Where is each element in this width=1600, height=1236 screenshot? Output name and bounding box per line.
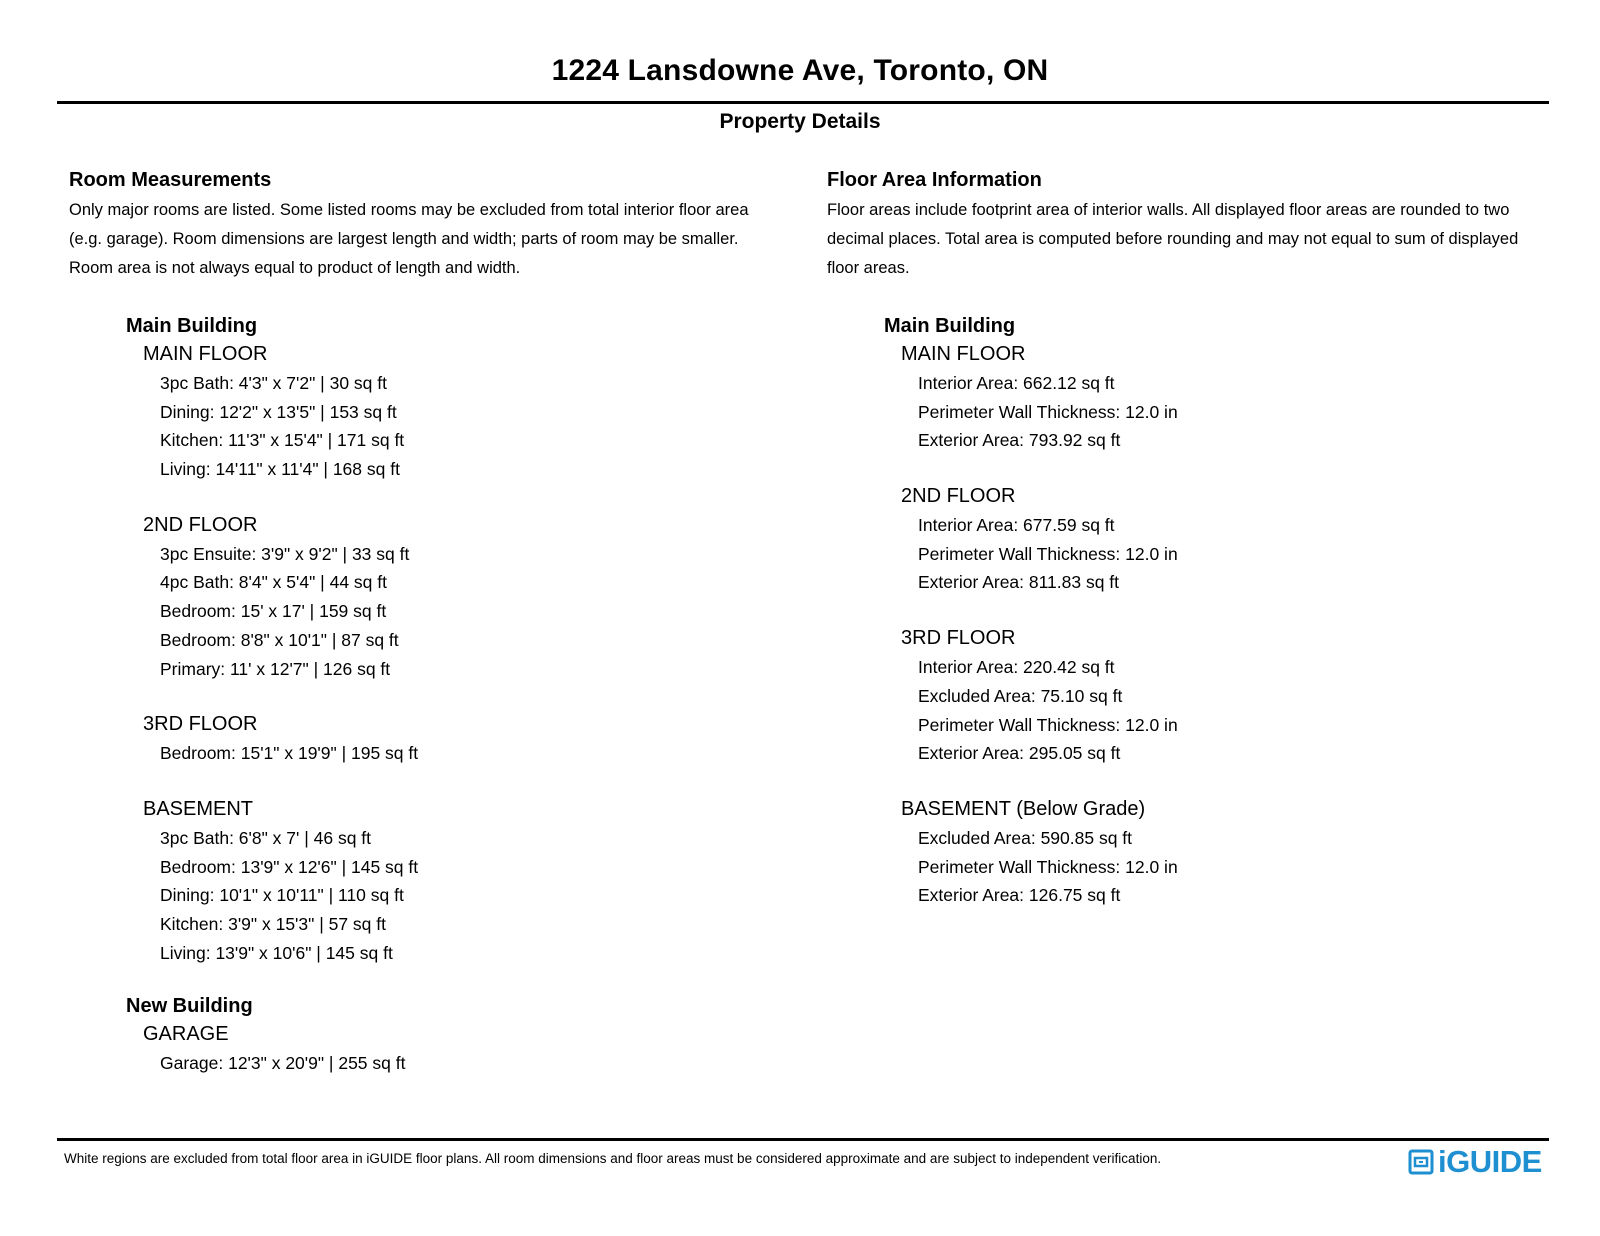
list-item: 4pc Bath: 8'4" x 5'4" | 44 sq ft [160,572,387,593]
floor-group [884,340,1567,455]
floor-group [884,482,1567,597]
floor-name: 2ND FLOOR [901,485,1016,508]
iguide-logo-icon [1408,1149,1434,1175]
building-name: Main Building [884,315,1016,337]
title-divider [57,101,1549,104]
list-item: Bedroom: 15'1" x 19'9" | 195 sq ft [160,743,419,764]
page-subtitle: Property Details [719,110,881,133]
list-item: Excluded Area: 590.85 sq ft [918,827,1133,848]
list-item: Kitchen: 3'9" x 15'3" | 57 sq ft [160,913,387,934]
floor-group [884,624,1567,768]
floor-group [884,795,1567,910]
list-item: Dining: 12'2" x 13'5" | 153 sq ft [160,401,397,422]
list-item: 3pc Bath: 6'8" x 7' | 46 sq ft [160,827,372,848]
building-group [126,992,789,1078]
floor-name: BASEMENT [143,797,254,820]
list-item: Bedroom: 13'9" x 12'6" | 145 sq ft [160,856,419,877]
list-item: Perimeter Wall Thickness: 12.0 in [918,401,1178,422]
building-name: New Building [126,995,253,1018]
floor-group [126,340,789,484]
list-item: Excluded Area: 75.10 sq ft [918,685,1123,706]
building-group [126,312,789,967]
list-item: Exterior Area: 295.05 sq ft [918,743,1121,764]
page-title: 1224 Lansdowne Ave, Toronto, ON [551,54,1049,87]
list-item: Dining: 10'1" x 10'11" | 110 sq ft [160,885,404,906]
list-item: Interior Area: 220.42 sq ft [918,657,1115,678]
floor-name: 3RD FLOOR [901,627,1016,650]
list-item: Exterior Area: 793.92 sq ft [918,430,1121,451]
floor-area-buildings-list [827,312,1567,910]
list-item: Kitchen: 11'3" x 15'4" | 171 sq ft [160,430,405,451]
floor-area-section [827,166,1567,935]
list-item: Perimeter Wall Thickness: 12.0 in [918,543,1178,564]
list-item: Living: 13'9" x 10'6" | 145 sq ft [160,942,393,963]
footer-divider [57,1138,1549,1141]
iguide-logo [1408,1146,1542,1178]
description-line: decimal places. Total area is computed before rounding and may not equal to sum of displayed [827,230,1519,248]
floor-name: MAIN FLOOR [901,343,1026,365]
list-item: Garage: 12'3" x 20'9" | 255 sq ft [160,1053,406,1074]
floor-area-description [827,196,1567,283]
room-buildings-list [69,312,789,1078]
floor-group [126,710,789,768]
building-group [884,312,1567,910]
list-item: Perimeter Wall Thickness: 12.0 in [918,714,1178,735]
list-item: 3pc Ensuite: 3'9" x 9'2" | 33 sq ft [160,543,410,564]
list-item: Primary: 11' x 12'7" | 126 sq ft [160,658,391,679]
description-line: Only major rooms are listed. Some listed rooms may be excluded from total interior floor area [69,201,749,219]
room-measurements-description [69,196,789,283]
room-measurements-section [69,166,789,1103]
floor-group [126,511,789,683]
floor-area-heading: Floor Area Information [827,169,1042,191]
floor-name: BASEMENT (Below Grade) [901,797,1146,820]
footer-disclaimer: White regions are excluded from total floor area in iGUIDE floor plans. All room dimensions and floor areas must be considered approximate and are subject to independent verification. [64,1151,1162,1166]
list-item: Living: 14'11" x 11'4" | 168 sq ft [160,459,400,480]
building-name: Main Building [126,315,258,337]
floor-name: MAIN FLOOR [143,343,268,365]
list-item: Exterior Area: 811.83 sq ft [918,572,1120,593]
list-item: Interior Area: 677.59 sq ft [918,515,1115,536]
description-line: (e.g. garage). Room dimensions are largest length and width; parts of room may be smaller. [69,230,739,248]
iguide-logo-text: iGUIDE [1438,1144,1542,1179]
list-item: Exterior Area: 126.75 sq ft [918,885,1121,906]
list-item: Interior Area: 662.12 sq ft [918,373,1115,393]
description-line: Floor areas include footprint area of interior walls. All displayed floor areas are rounded to two [827,201,1510,219]
floor-name: 2ND FLOOR [143,513,258,536]
list-item: 3pc Bath: 4'3" x 7'2" | 30 sq ft [160,373,387,393]
floor-group [126,1020,789,1078]
room-measurements-heading: Room Measurements [69,169,272,191]
list-item: Perimeter Wall Thickness: 12.0 in [918,856,1178,877]
description-line: Room area is not always equal to product of length and width. [69,259,521,277]
list-item: Bedroom: 8'8" x 10'1" | 87 sq ft [160,629,399,650]
list-item: Bedroom: 15' x 17' | 159 sq ft [160,601,387,622]
floor-name: GARAGE [143,1023,229,1046]
floor-name: 3RD FLOOR [143,713,258,736]
floor-group [126,795,789,967]
description-line: floor areas. [827,259,910,277]
